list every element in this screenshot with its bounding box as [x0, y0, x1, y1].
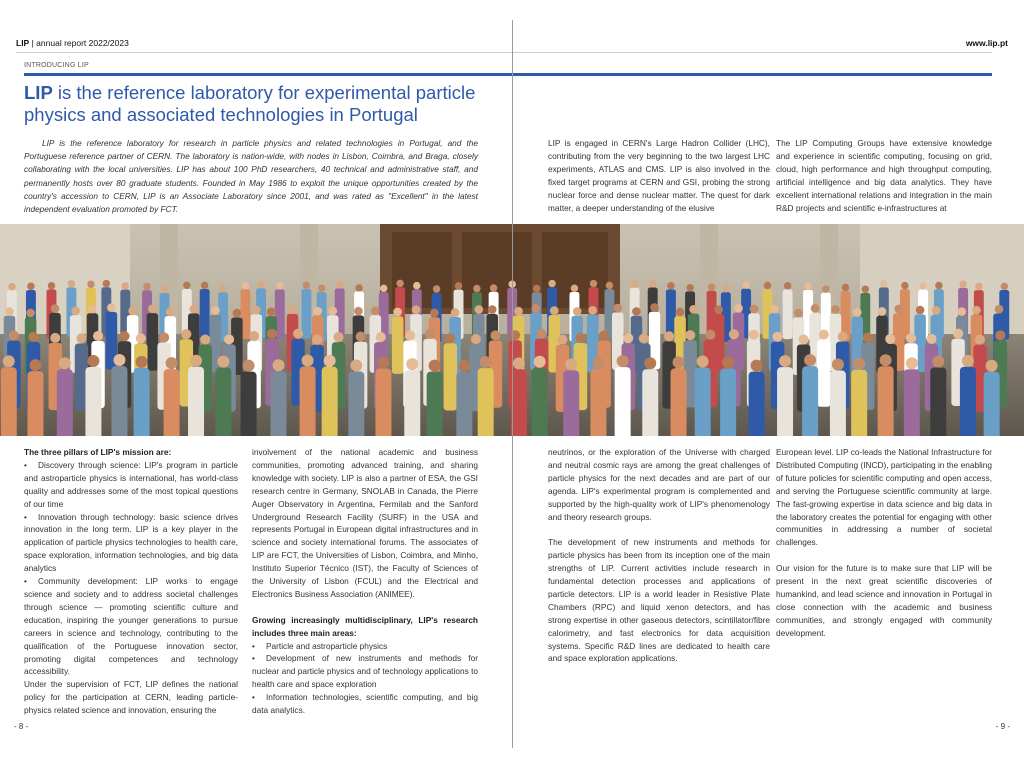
- person-head: [473, 285, 480, 292]
- person-head: [166, 307, 175, 316]
- person-head: [318, 285, 325, 292]
- person-head: [474, 305, 483, 314]
- person-head: [742, 281, 749, 288]
- person-body: [960, 367, 976, 436]
- person-head: [136, 356, 148, 368]
- person-head: [606, 282, 613, 289]
- person-body: [563, 370, 579, 436]
- person-head: [183, 282, 190, 289]
- spread-gutter: [512, 20, 513, 748]
- person-head: [425, 329, 435, 339]
- person-body: [456, 372, 472, 436]
- person-head: [779, 355, 791, 367]
- person-head: [880, 280, 887, 287]
- person-head: [959, 280, 966, 287]
- person-head: [107, 303, 116, 312]
- person-body: [777, 367, 793, 436]
- person-head: [371, 307, 380, 316]
- person-body: [164, 369, 180, 436]
- section-kicker: INTRODUCING LIP: [24, 62, 89, 69]
- person-head: [312, 335, 322, 345]
- person-head: [488, 305, 497, 314]
- person-head: [480, 356, 492, 368]
- person-head: [224, 334, 234, 344]
- person-body: [348, 372, 364, 436]
- research-area-text: Development of new instruments and methods for nuclear and particle physics and of technology applications to health care and space exploration: [252, 653, 478, 690]
- person-body: [215, 368, 231, 436]
- person-head: [975, 283, 982, 290]
- person-head: [548, 280, 555, 287]
- person-body: [241, 372, 257, 436]
- person-body: [904, 369, 920, 436]
- person-head: [1001, 283, 1008, 290]
- person-head: [396, 280, 403, 287]
- person-head: [458, 360, 470, 372]
- running-header-left: [16, 38, 129, 48]
- person-head: [313, 307, 322, 316]
- person-body: [615, 367, 631, 436]
- person-head: [122, 282, 129, 289]
- person-head: [906, 333, 916, 343]
- bullet-icon: •: [252, 653, 255, 664]
- person-head: [784, 282, 791, 289]
- top-right-column-1: [548, 137, 770, 214]
- person-head: [288, 305, 297, 314]
- person-head: [71, 307, 80, 316]
- vision-column: [776, 446, 992, 640]
- person-head: [885, 334, 895, 344]
- person-body: [200, 289, 210, 339]
- person-head: [429, 360, 441, 372]
- person-head: [48, 282, 55, 289]
- person-head: [714, 305, 723, 314]
- website-url[interactable]: www.lip.pt: [965, 38, 1008, 48]
- person-head: [573, 307, 582, 316]
- pillars-column: [24, 446, 238, 717]
- person-head: [650, 303, 659, 312]
- person-head: [189, 305, 198, 314]
- person-head: [252, 306, 261, 315]
- person-head: [617, 355, 629, 367]
- person-body: [427, 372, 443, 436]
- person-head: [50, 333, 60, 343]
- person-body: [851, 370, 867, 436]
- person-head: [51, 304, 60, 313]
- person-head: [592, 357, 604, 369]
- person-body: [830, 371, 846, 436]
- person-body: [984, 372, 1000, 436]
- person-body: [478, 368, 494, 436]
- incd-paragraph: European level. LIP co-leads the National Infrastructure for Distributed Computing (INCD), participating in the enabling of future policies for scientific computing and open access, and serving the Portuguese scientific community at large. The fast-growing expertise in data science and big data in the laboratory creates the potential for engaging with other communities in addressing a number of societal challenges.: [776, 447, 992, 548]
- pillars-closing: Under the supervision of FCT, LIP defines the national policy for the participation at CERN, leading particle-physics related science and innovation, ensuring the: [24, 679, 238, 716]
- person-head: [148, 304, 157, 313]
- person-head: [534, 356, 546, 368]
- person-body: [671, 368, 687, 436]
- person-head: [686, 284, 693, 291]
- vision-paragraph: Our vision for the future is to make sure that LIP will be present in the next great scientific discoveries of humankind, and lead science and innovation in Portugal in close connection with the academic and business communities, and strongly engaged with community development.: [776, 563, 992, 638]
- person-head: [632, 307, 641, 316]
- person-body: [590, 369, 606, 436]
- bullet-icon: •: [24, 576, 27, 587]
- person-head: [799, 334, 809, 344]
- person-head: [59, 357, 71, 369]
- person-head: [181, 329, 191, 339]
- person-head: [8, 283, 15, 290]
- research-area-text: Particle and astroparticle physics: [266, 640, 388, 651]
- person-head: [838, 332, 848, 342]
- person-head: [975, 335, 985, 345]
- person-head: [273, 359, 285, 371]
- person-body: [188, 367, 204, 436]
- person-body: [817, 340, 830, 407]
- person-head: [267, 329, 277, 339]
- person-head: [751, 360, 763, 372]
- person-head: [894, 305, 903, 314]
- person-head: [26, 309, 35, 318]
- person-head: [87, 355, 99, 367]
- person-body: [1, 367, 17, 436]
- person-head: [588, 306, 597, 315]
- person-head: [451, 308, 460, 317]
- person-head: [901, 282, 908, 289]
- pillar-item: [24, 459, 238, 511]
- person-head: [471, 334, 481, 344]
- person-head: [355, 284, 362, 291]
- person-head: [557, 335, 567, 345]
- person-head: [734, 304, 743, 313]
- person-body: [404, 370, 420, 436]
- person-head: [243, 360, 255, 372]
- person-head: [161, 285, 168, 292]
- partners-paragraph: involvement of the national academic and business communities, promoting advanced training, and sharing knowledge with society. LIP is also a partner of ESA, the GSI research centre in Germany, SNOLAB in Canada, the Pierre Auger Observatory in Argentina, Fermilab and the Sanford Underground Research Facility (SURF) in the USA and represents Portugal in European digital infrastructures and in science and society international forums. The associates of LIP are FCT, the Universities of Lisbon, Coimbra, and Minho, Instituto Superior Técnico (IST), the Faculty of Sciences of the University of Lisbon (FCUL) and the Electrical and Electronics Business Association (ANIMEE).: [252, 447, 478, 599]
- research-area-item: [252, 691, 478, 717]
- person-body: [642, 369, 658, 436]
- person-head: [27, 283, 34, 290]
- person-head: [412, 305, 421, 314]
- person-head: [532, 304, 541, 313]
- person-head: [211, 306, 220, 315]
- person-head: [159, 332, 169, 342]
- person-head: [200, 335, 210, 345]
- person-body: [300, 366, 316, 436]
- person-body: [375, 368, 391, 436]
- person-head: [832, 359, 844, 371]
- person-head: [986, 360, 998, 372]
- person-head: [455, 282, 462, 289]
- person-head: [166, 357, 178, 369]
- bullet-icon: •: [24, 459, 27, 470]
- person-head: [76, 333, 86, 343]
- person-head: [972, 306, 981, 315]
- person-head: [376, 332, 386, 342]
- headline-lead: LIP: [24, 82, 53, 103]
- person-head: [9, 331, 19, 341]
- person-head: [430, 309, 439, 318]
- research-areas-heading: Growing increasingly multidisciplinary, LIP's research includes three main areas:: [252, 614, 478, 638]
- person-head: [935, 282, 942, 289]
- person-head: [916, 306, 925, 315]
- person-head: [957, 307, 966, 316]
- paragraph-gap: [252, 601, 478, 614]
- person-body: [147, 313, 159, 371]
- person-head: [639, 333, 649, 343]
- person-head: [354, 307, 363, 316]
- person-head: [831, 305, 840, 314]
- person-head: [705, 330, 715, 340]
- person-head: [113, 354, 125, 366]
- partners-column: [252, 446, 478, 717]
- person-head: [906, 357, 918, 369]
- headline-rest: is the reference laboratory for experimental particle physics and associated technologies in Portugal: [24, 82, 476, 125]
- person-head: [770, 305, 779, 314]
- intro-text: LIP is the reference laboratory for research in particle physics and related technologies in Portugal, and the Portuguese reference partner of CERN. The laboratory is nation-wide, with nodes in Lisbon, Coimbra, and Braga, closely collaborating with the local universities. LIP has about 100 PhD researchers, 40 technical and administrative staff, and permanently hosts over 80 graduate students. Founded in May 1986 to exploit the unique opportunities created by the country's accession to CERN, LIP is an Associate Laboratory since 2001, and was rated as "Excellent" in the latest independent evaluation promoted by FCT.: [24, 138, 478, 215]
- instruments-paragraph: The development of new instruments and methods for particle physics has been from its inception one of the main strengths of LIP. Current activities include research in fundamental detection processes and applications of particle detectors. LIP is a world leader in Resistive Plate Chambers (RPC) and liquid xenon detectors, and has strong expertise in other gaseous detectors, scintillator/fibre calorimetry, and fast electronics for data acquisition systems. Specific R&D lines are dedicated to health care and space exploration applications.: [548, 537, 770, 664]
- person-head: [324, 355, 336, 367]
- person-body: [444, 343, 457, 410]
- bullet-icon: •: [24, 511, 27, 522]
- person-head: [575, 333, 585, 343]
- person-head: [490, 284, 497, 291]
- person-head: [514, 307, 523, 316]
- person-head: [962, 355, 974, 367]
- person-head: [995, 330, 1005, 340]
- person-head: [413, 282, 420, 289]
- publication-title: | annual report 2022/2023: [31, 38, 129, 48]
- title-rule: [24, 73, 992, 76]
- person-body: [720, 368, 736, 436]
- person-head: [819, 330, 829, 340]
- person-head: [664, 331, 674, 341]
- paragraph-gap: [776, 549, 992, 562]
- person-head: [405, 330, 415, 340]
- person-head: [68, 280, 75, 287]
- neutrinos-paragraph: neutrinos, or the exploration of the Universe with charged and neutral cosmic rays are among the great challenges of particle physics for the next decades and are part of our agenda. LIP's experimental program is complemented and supported by the high-quality work of LIP's phenomenology and theory research groups.: [548, 447, 770, 522]
- research-area-text: Information technologies, scientific computing, and big data analytics.: [252, 692, 478, 716]
- person-head: [257, 281, 264, 288]
- person-body: [930, 367, 946, 436]
- person-head: [729, 329, 739, 339]
- person-head: [490, 330, 500, 340]
- research-area-item: [252, 640, 478, 653]
- person-head: [293, 329, 303, 339]
- person-head: [667, 282, 674, 289]
- person-head: [217, 356, 229, 368]
- person-head: [804, 354, 816, 366]
- person-head: [689, 305, 698, 314]
- person-body: [57, 369, 73, 436]
- person-head: [377, 356, 389, 368]
- person-body: [301, 289, 311, 339]
- person-head: [842, 284, 849, 291]
- bullet-icon: •: [252, 640, 255, 651]
- person-body: [783, 289, 793, 339]
- person-head: [119, 331, 129, 341]
- person-body: [511, 369, 527, 436]
- person-head: [880, 354, 892, 366]
- person-head: [697, 356, 709, 368]
- person-body: [27, 371, 43, 436]
- person-head: [550, 306, 559, 315]
- person-head: [393, 308, 402, 317]
- person-head: [804, 283, 811, 290]
- person-body: [695, 368, 711, 436]
- person-head: [201, 282, 208, 289]
- page-headline: [24, 82, 494, 126]
- person-head: [676, 308, 685, 317]
- brand-name: LIP: [16, 38, 30, 48]
- instruments-column: [548, 446, 770, 665]
- paragraph-gap: [548, 523, 770, 536]
- person-head: [673, 356, 685, 368]
- person-head: [190, 355, 202, 367]
- person-head: [267, 307, 276, 316]
- intro-paragraph: [24, 137, 478, 216]
- person-head: [631, 280, 638, 287]
- person-head: [995, 305, 1004, 314]
- person-head: [932, 355, 944, 367]
- lhc-paragraph: LIP is engaged in CERN's Large Hadron Collider (LHC), contributing from the very beginning to the two largest LHC experiments, ATLAS and CMS. LIP is also involved in the fixed target programs at CERN and GSI, probing the strong nuclear force and dense nuclear matter. The quest for dark matter, a deeper understanding of the elusive: [548, 138, 770, 213]
- person-head: [336, 281, 343, 288]
- computing-paragraph: The LIP Computing Groups have extensive knowledge and experience in scientific computing, focusing on grid, cloud, high performance and high throughput computing, artificial intelligence and big data analytics. They have excellent international relations and integration in the main R&D projects and scientific e-infrastructures at: [776, 138, 992, 213]
- person-head: [233, 309, 242, 318]
- person-body: [85, 367, 101, 436]
- person-body: [271, 371, 287, 436]
- pillar-text: Innovation through technology: basic science drives innovation in the long term. LIP is a key player in the application of particle physics technologies to health care, space exploration, information technologies, and big data analytics: [24, 511, 238, 574]
- person-head: [749, 330, 759, 340]
- person-head: [853, 308, 862, 317]
- person-head: [3, 355, 15, 367]
- person-head: [242, 282, 249, 289]
- person-head: [328, 307, 337, 316]
- person-head: [623, 333, 633, 343]
- person-head: [93, 331, 103, 341]
- pillars-heading: The three pillars of LIP's mission are:: [24, 447, 172, 457]
- person-body: [322, 367, 338, 436]
- person-head: [822, 285, 829, 292]
- research-area-item: [252, 652, 478, 691]
- person-head: [136, 333, 146, 343]
- person-head: [764, 282, 771, 289]
- person-head: [433, 285, 440, 292]
- person-head: [863, 333, 873, 343]
- person-head: [128, 306, 137, 315]
- person-head: [708, 283, 715, 290]
- person-head: [794, 309, 803, 318]
- person-head: [88, 305, 97, 314]
- person-head: [29, 359, 41, 371]
- person-head: [302, 354, 314, 366]
- bullet-icon: •: [252, 692, 255, 703]
- person-body: [392, 316, 404, 374]
- person-head: [28, 332, 38, 342]
- person-head: [722, 285, 729, 292]
- person-head: [649, 280, 656, 287]
- person-head: [103, 280, 110, 287]
- person-head: [380, 285, 387, 292]
- person-head: [143, 283, 150, 290]
- pillar-text: Community development: LIP works to engage science and society and to address societal challenges through science — promoting scientific culture and education, inspiring the younger generations to pursue careers in science and technology, contributing to the qualification of the Portuguese innovation sector, promoting digital competences and technology accessibility.: [24, 576, 238, 677]
- person-head: [590, 280, 597, 287]
- person-body: [802, 366, 818, 436]
- person-head: [565, 358, 577, 370]
- person-body: [532, 368, 548, 436]
- person-head: [333, 332, 343, 342]
- person-head: [685, 330, 695, 340]
- person-head: [811, 304, 820, 313]
- page-number-right: - 9 -: [995, 722, 1010, 731]
- person-head: [722, 356, 734, 368]
- person-head: [533, 285, 540, 292]
- header-divider: [16, 52, 992, 53]
- person-head: [613, 304, 622, 313]
- person-head: [406, 358, 418, 370]
- person-head: [853, 358, 865, 370]
- person-head: [350, 360, 362, 372]
- person-body: [134, 368, 150, 436]
- pillar-item: [24, 575, 238, 678]
- person-head: [356, 331, 366, 341]
- person-head: [644, 357, 656, 369]
- person-head: [599, 330, 609, 340]
- pillar-text: Discovery through science: LIP's program in particle and astroparticle physics is international, has world-class quality and addresses some of the most topical questions of our time: [24, 459, 238, 509]
- person-head: [862, 285, 869, 292]
- person-head: [536, 329, 546, 339]
- person-head: [919, 282, 926, 289]
- person-head: [5, 307, 14, 316]
- person-head: [773, 332, 783, 342]
- pillar-item: [24, 511, 238, 576]
- person-body: [111, 366, 127, 436]
- person-body: [749, 372, 765, 436]
- person-head: [750, 305, 759, 314]
- person-head: [513, 357, 525, 369]
- person-head: [276, 282, 283, 289]
- person-head: [303, 281, 310, 288]
- person-body: [878, 366, 894, 436]
- person-head: [932, 306, 941, 315]
- person-head: [445, 333, 455, 343]
- person-head: [878, 307, 887, 316]
- person-head: [249, 331, 259, 341]
- person-head: [571, 285, 578, 292]
- person-head: [87, 280, 94, 287]
- person-head: [219, 285, 226, 292]
- person-head: [953, 329, 963, 339]
- person-head: [926, 334, 936, 344]
- top-right-column-2: [776, 137, 992, 214]
- page-number-left: - 8 -: [14, 722, 29, 731]
